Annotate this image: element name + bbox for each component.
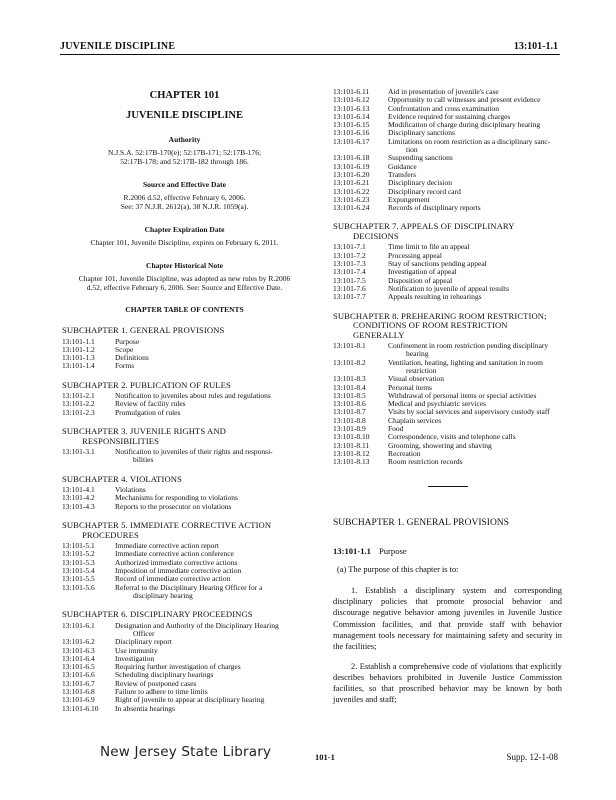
running-head-title: JUVENILE DISCIPLINE <box>60 41 176 52</box>
subchapter-3-heading <box>62 427 307 446</box>
subchapter-5-line: SUBCHAPTER 5. IMMEDIATE CORRECTIVE ACTION <box>62 520 272 531</box>
toc-entry-title <box>388 293 562 301</box>
toc-entry-number: 13:101-7.3 <box>333 259 366 269</box>
toc-entry <box>62 346 307 354</box>
toc-entry-title-line: Definitions <box>115 353 149 363</box>
toc-entry-number: 13:101-1.1 <box>62 336 95 346</box>
toc-entry-title-line: Personal items <box>388 382 432 392</box>
toc-entry-number: 13:101-6.20 <box>333 169 370 179</box>
toc-entry-number: 13:101-6.18 <box>333 153 370 163</box>
toc-entry-title-line: Notification to juveniles of their rights and responsi- <box>115 447 273 457</box>
toc-entry-title-line: Visual observation <box>388 374 444 384</box>
toc-entry-number: 13:101-5.6 <box>62 582 95 592</box>
toc-entry-title-continuation: disciplinary hearing <box>133 590 193 600</box>
purpose-number: 13:101-1.1 <box>333 546 371 557</box>
toc-entry-title <box>388 417 562 425</box>
toc-entry-number: 13:101-8.1 <box>333 341 366 351</box>
source-line: See: 37 N.J.R. 2612(a), 38 N.J.R. 1059(a). <box>120 202 249 211</box>
historical-line: Chapter 101, Juvenile Discipline, was adopted as new rules by R.2006 <box>78 274 291 283</box>
toc-entry-number: 13:101-7.1 <box>333 242 366 252</box>
toc-entry-title-line: Correspondence, visits and telephone calls <box>388 432 516 442</box>
toc-entry-title <box>388 204 562 212</box>
toc-entry-title <box>115 354 307 362</box>
toc-entry <box>62 696 307 704</box>
toc-heading: CHAPTER TABLE OF CONTENTS <box>125 305 244 314</box>
toc-entry-number: 13:101-5.3 <box>62 557 95 567</box>
toc-entry-number: 13:101-6.11 <box>333 87 370 96</box>
toc-entry-title-line: Disposition of appeal <box>388 275 453 285</box>
toc-entry-number: 13:101-6.3 <box>62 645 95 655</box>
toc-entry-title-line: Modification of charge during disciplinary hearing <box>388 120 541 130</box>
toc-entry-title-line: Scheduling disciplinary hearings <box>115 670 214 680</box>
toc-entry <box>333 408 562 416</box>
subchapter-3-line: SUBCHAPTER 3. JUVENILE RIGHTS AND <box>62 426 226 437</box>
toc-entry-title-line: Visits by social services and supervisory custody staff <box>388 407 550 417</box>
toc-entry-title-line: Room restriction records <box>388 457 463 467</box>
historical-line: d.52, effective February 6, 2006. See: Source and Effective Date. <box>86 283 283 292</box>
toc-entry-number: 13:101-6.1 <box>62 620 95 630</box>
toc-entry-title-line: Recreation <box>388 448 421 458</box>
toc-entry <box>62 400 307 408</box>
toc-entry <box>333 375 562 383</box>
toc-list <box>62 486 307 511</box>
toc-entry-number: 13:101-5.5 <box>62 574 95 584</box>
purpose-title: Purpose <box>378 546 407 557</box>
toc-entry-title <box>115 338 307 346</box>
toc-entry-number: 13:101-6.4 <box>62 653 95 663</box>
toc-entry-number: 13:101-8.11 <box>333 440 370 450</box>
toc-entry-number: 13:101-3.1 <box>62 447 95 457</box>
toc-entry-number: 13:101-7.5 <box>333 275 366 285</box>
toc-entry <box>62 409 307 417</box>
authority-line: N.J.S.A. 52:17B-170(e); 52:17B-171; 52:17B-176; <box>107 148 262 157</box>
toc-entry-number: 13:101-8.9 <box>333 424 366 433</box>
subchapter-2-heading: SUBCHAPTER 2. PUBLICATION OF RULES <box>62 379 231 390</box>
toc-entry <box>62 622 307 639</box>
toc-entry-title-line: Disciplinary record card <box>388 186 461 196</box>
toc-entry-title-line: Notification to juvenile of appeal results <box>388 283 510 293</box>
toc-entry-title-line: Review of postponed cases <box>115 678 197 688</box>
toc-entry <box>333 138 562 155</box>
toc-list <box>333 342 562 466</box>
toc-entry <box>333 204 562 212</box>
toc-entry <box>62 647 307 655</box>
toc-entry-title-line: Processing appeal <box>388 250 442 260</box>
toc-entry-title-line: Investigation <box>115 653 155 663</box>
toc-entry-number: 13:101-4.3 <box>62 501 95 511</box>
source-line: R.2006 d.52, effective February 6, 2006. <box>123 193 246 202</box>
toc-entry-number: 13:101-8.10 <box>333 432 370 442</box>
supplement-date: Supp. 12-1-08 <box>506 752 558 762</box>
toc-entry-title-line: Appeals resulting in rehearings <box>388 292 482 302</box>
toc-entry-number: 13:101-6.16 <box>333 128 370 138</box>
toc-entry-number: 13:101-4.1 <box>62 485 95 495</box>
subchapter-5-heading <box>62 521 307 540</box>
toc-entry-title-line: In absentia hearings <box>115 703 175 713</box>
toc-entry-number: 13:101-7.4 <box>333 267 366 277</box>
toc-entry-title-line: Investigation of appeal <box>388 267 457 277</box>
subchapter-8-line: CONDITIONS OF ROOM RESTRICTION <box>353 320 508 331</box>
toc-entry-number: 13:101-8.6 <box>333 399 366 409</box>
toc-entry-number: 13:101-6.14 <box>333 111 370 121</box>
subchapter-7-heading <box>333 222 562 241</box>
toc-entry-number: 13:101-8.5 <box>333 390 366 400</box>
toc-entry-title-line: Grooming, showering and shaving <box>388 440 492 450</box>
toc-entry-number: 13:101-6.19 <box>333 161 370 171</box>
subchapter-7-line: SUBCHAPTER 7. APPEALS OF DISCIPLINARY <box>333 221 515 232</box>
toc-entry-title <box>388 138 562 155</box>
toc-entry-number: 13:101-7.7 <box>333 292 366 302</box>
toc-entry-number: 13:101-8.13 <box>333 457 370 467</box>
toc-entry-number: 13:101-6.12 <box>333 95 370 105</box>
toc-entry-title-line: Violations <box>115 485 146 495</box>
toc-entry-number: 13:101-7.2 <box>333 250 366 260</box>
toc-entry-title-line: Confrontation and cross examination <box>388 103 500 113</box>
toc-list <box>62 448 307 465</box>
toc-entry-title-line: Transfers <box>388 169 417 179</box>
subchapter-8-line: GENERALLY <box>353 329 405 340</box>
running-head-section: 13:101-1.1 <box>513 41 558 52</box>
section-divider <box>428 486 468 487</box>
toc-entry-title-line: Expungement <box>388 194 430 204</box>
toc-entry-title <box>388 342 562 359</box>
historical-heading: Chapter Historical Note <box>146 261 223 270</box>
page-number: 101-1 <box>315 752 335 762</box>
toc-entry-number: 13:101-5.4 <box>62 565 95 575</box>
toc-entry-title-line: Withdrawal of personal items or special activities <box>388 390 537 400</box>
paragraph-1: 1. Establish a disciplinary system and corresponding disciplinary policies that promote prosocial behavior and discourage negative behavior among juveniles in Juvenile Justice Commission facilities, and that provide staff with behavior management tools necessary for maintaining safety and security in the facilities; <box>333 585 562 652</box>
toc-entry-number: 13:101-8.3 <box>333 374 366 384</box>
toc-entry-title-line: Evidence required for sustaining charges <box>388 111 511 121</box>
toc-entry-number: 13:101-5.2 <box>62 549 95 559</box>
toc-entry-title-line: Medical and psychiatric services <box>388 399 487 409</box>
toc-entry-number: 13:101-6.6 <box>62 670 95 680</box>
toc-entry-title-line: Disciplinary decision <box>388 178 452 188</box>
toc-entry <box>333 342 562 359</box>
toc-entry-title-line: Aid in presentation of juvenile's case <box>388 87 499 96</box>
toc-entry-title-line: Disciplinary report <box>115 637 172 647</box>
toc-entry <box>62 503 307 511</box>
chapter-title: JUVENILE DISCIPLINE <box>126 110 243 121</box>
purpose-heading <box>333 546 562 556</box>
toc-entry-title-line: Time limit to file an appeal <box>388 242 470 252</box>
toc-entry-number: 13:101-6.5 <box>62 662 95 672</box>
paragraph-2: 2. Establish a comprehensive code of violations that explicitly describes behaviors prohibited in Juvenile Justice Commission facilities, so that proscribed behavior may be known by both juveniles and staff; <box>333 661 562 705</box>
toc-entry-title-line: Notification to juveniles about rules and regulations <box>115 391 271 401</box>
toc-entry <box>62 354 307 362</box>
toc-entry-number: 13:101-2.3 <box>62 407 95 417</box>
toc-entry-title-line: Purpose <box>115 336 140 346</box>
toc-entry-title-line: Guidance <box>388 161 417 171</box>
toc-entry-title-line: Confinement in room restriction pending disciplinary <box>388 341 549 351</box>
expiration-text: Chapter 101, Juvenile Discipline, expires on February 6, 2011. <box>90 238 279 247</box>
toc-entry-title-line: Limitations on room restriction as a disciplinary sanc- <box>388 136 551 146</box>
toc-entry-title-continuation: Officer <box>133 628 155 638</box>
toc-list <box>62 392 307 417</box>
toc-entry-title-line: Food <box>388 424 404 433</box>
toc-entry-number: 13:101-6.24 <box>333 203 370 213</box>
toc-entry-title-line: Disciplinary sanctions <box>388 128 455 138</box>
toc-entry-title-line: Promulgation of rules <box>115 407 181 417</box>
subchapter-3-line: RESPONSIBILITIES <box>82 435 160 446</box>
toc-entry-title-line: Ventilation, heating, lighting and sanitation in room <box>388 357 543 367</box>
toc-entry-number: 13:101-7.6 <box>333 283 366 293</box>
toc-entry-title-line: Record of immediate corrective action <box>115 574 231 584</box>
toc-entry-number: 13:101-8.7 <box>333 407 366 417</box>
toc-entry-title-line: Failure to adhere to time limits <box>115 687 208 697</box>
section-heading: SUBCHAPTER 1. GENERAL PROVISIONS <box>333 518 509 529</box>
right-column <box>333 86 562 706</box>
toc-entry-number: 13:101-6.8 <box>62 687 95 697</box>
toc-list <box>62 338 307 371</box>
toc-entry-number: 13:101-1.3 <box>62 353 95 363</box>
toc-entry <box>62 705 307 713</box>
toc-entry-title <box>115 362 307 370</box>
toc-entry-title-line: Imposition of immediate corrective action <box>115 565 242 575</box>
toc-entry-number: 13:101-6.7 <box>62 678 95 688</box>
toc-entry-number: 13:101-4.2 <box>62 493 95 503</box>
header-rule <box>60 54 560 55</box>
toc-entry-number: 13:101-1.2 <box>62 344 95 354</box>
toc-entry-title-line: Immediate corrective action report <box>115 541 219 551</box>
subchapter-6-heading: SUBCHAPTER 6. DISCIPLINARY PROCEEDINGS <box>62 609 253 620</box>
toc-entry-title-continuation: hearing <box>406 349 429 359</box>
toc-entry-number: 13:101-8.8 <box>333 415 366 425</box>
toc-entry-number: 13:101-6.17 <box>333 136 370 146</box>
toc-entry <box>333 458 562 466</box>
toc-entry-number: 13:101-6.21 <box>333 178 370 188</box>
toc-entry-title-line: Authorized immediate corrective actions <box>115 557 238 567</box>
toc-entry-number: 13:101-6.15 <box>333 120 370 130</box>
toc-entry <box>333 243 562 251</box>
toc-entry-title <box>115 705 307 713</box>
source-heading: Source and Effective Date <box>143 180 226 189</box>
toc-entry-title-continuation: tion <box>406 145 418 155</box>
expiration-heading: Chapter Expiration Date <box>144 225 225 234</box>
toc-entry-title-line: Right of juvenile to appear at disciplinary hearing <box>115 695 265 705</box>
toc-entry-number: 13:101-6.2 <box>62 637 95 647</box>
subchapter-1-heading: SUBCHAPTER 1. GENERAL PROVISIONS <box>62 325 225 335</box>
toc-entry-title <box>115 503 307 511</box>
toc-entry-title-line: Scope <box>115 344 134 354</box>
toc-entry-title-line: Referral to the Disciplinary Hearing Officer for a <box>115 582 263 592</box>
toc-entry-title <box>115 448 307 465</box>
paragraph-a: (a) The purpose of this chapter is to: <box>337 565 459 575</box>
toc-list <box>333 88 562 212</box>
subchapter-4-heading: SUBCHAPTER 4. VIOLATIONS <box>62 473 182 484</box>
subchapter-7-line: DECISIONS <box>353 230 399 241</box>
toc-entry-number: 13:101-6.9 <box>62 695 95 705</box>
toc-entry-title-line: Opportunity to call witnesses and present evidence <box>388 95 541 105</box>
toc-entry <box>62 338 307 346</box>
toc-entry-title <box>115 409 307 417</box>
subchapter-5-line: PROCEDURES <box>82 529 139 540</box>
toc-entry-title <box>388 359 562 376</box>
toc-entry-title-line: Use immunity <box>115 645 158 655</box>
authority-line: 52:17B-178; and 52:17B-182 through 186. <box>120 157 249 166</box>
source-text <box>62 193 307 211</box>
toc-entry-title-line: Forms <box>115 361 135 371</box>
toc-entry <box>333 359 562 376</box>
toc-entry-title-line: Suspending sanctions <box>388 153 453 163</box>
authority-text <box>62 148 307 166</box>
toc-entry-title-line: Mechanisms for responding to violations <box>115 493 238 503</box>
toc-entry-number: 13:101-2.1 <box>62 391 95 401</box>
toc-entry <box>62 584 307 601</box>
toc-entry-number: 13:101-8.12 <box>333 448 370 458</box>
toc-entry-title-line: Stay of sanctions pending appeal <box>388 259 487 269</box>
toc-entry-number: 13:101-5.1 <box>62 541 95 551</box>
page-header <box>0 0 616 56</box>
toc-entry-title-line: Immediate corrective action conference <box>115 549 234 559</box>
toc-entry-title-line: Chaplain services <box>388 415 442 425</box>
library-watermark: New Jersey State Library <box>100 744 272 760</box>
toc-entry-number: 13:101-8.2 <box>333 357 366 367</box>
toc-entry-title-line: Requiring further investigation of charges <box>115 662 241 672</box>
toc-entry-title <box>115 622 307 639</box>
toc-entry-title-line: Review of facility rules <box>115 399 186 409</box>
toc-entry-title-continuation: bilities <box>133 455 154 465</box>
subchapter-8-heading <box>333 312 562 341</box>
left-column <box>62 84 307 713</box>
toc-entry-number: 13:101-1.4 <box>62 361 95 371</box>
toc-entry-number: 13:101-8.4 <box>333 382 366 392</box>
toc-entry-number: 13:101-6.13 <box>333 103 370 113</box>
toc-entry-number: 13:101-2.2 <box>62 399 95 409</box>
toc-list <box>62 622 307 713</box>
toc-entry <box>333 293 562 301</box>
chapter-number: CHAPTER 101 <box>149 90 220 101</box>
toc-entry <box>62 362 307 370</box>
toc-entry-number: 13:101-6.22 <box>333 186 370 196</box>
toc-entry-title-line: Records of disciplinary reports <box>388 203 481 213</box>
toc-entry-title <box>388 458 562 466</box>
toc-entry-title <box>115 584 307 601</box>
toc-entry-title-line: Reports to the prosecutor on violations <box>115 501 232 511</box>
toc-list <box>62 542 307 600</box>
toc-list <box>333 243 562 301</box>
toc-entry <box>333 417 562 425</box>
toc-entry-title-line: Designation and Authority of the Disciplinary Hearing <box>115 620 279 630</box>
historical-text <box>62 274 307 292</box>
toc-entry-number: 13:101-6.10 <box>62 703 99 713</box>
toc-entry-title-continuation: restriction <box>406 365 437 375</box>
toc-entry <box>62 448 307 465</box>
authority-heading: Authority <box>168 135 201 144</box>
subchapter-8-line: SUBCHAPTER 8. PREHEARING ROOM RESTRICTION; <box>333 310 547 321</box>
toc-entry <box>62 638 307 646</box>
toc-entry-number: 13:101-6.23 <box>333 194 370 204</box>
